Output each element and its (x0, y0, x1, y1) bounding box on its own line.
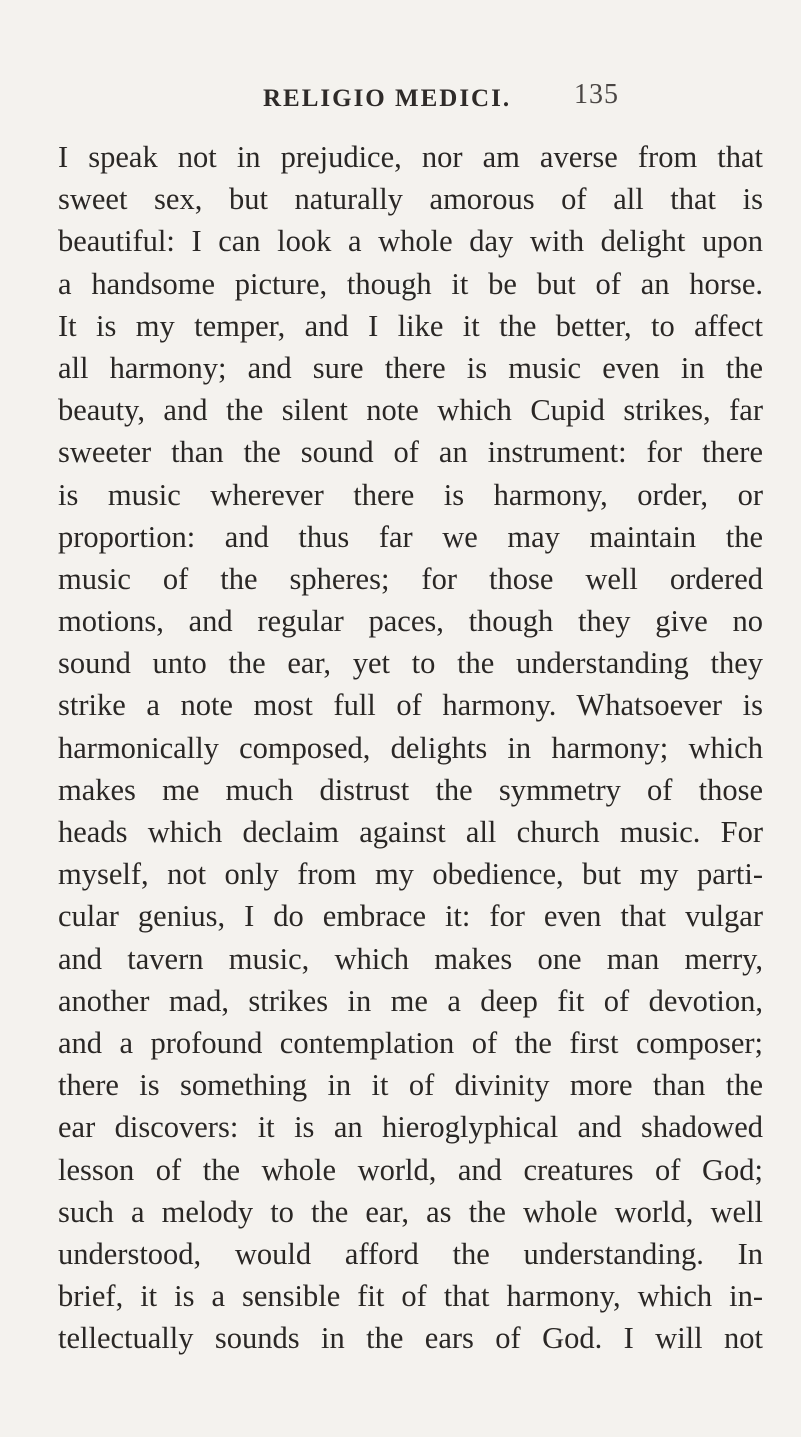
text-line: ear discovers: it is an hieroglyphical and shadowed (58, 1110, 763, 1145)
text-line: makes me much distrust the symmetry of those (58, 772, 763, 807)
text-line: strike a note most full of harmony. Whatsoever is (58, 688, 763, 723)
text-line: sweeter than the sound of an instrument: for there (58, 435, 763, 470)
page-number: 135 (574, 79, 619, 110)
text-line: and tavern music, which makes one man merry, (58, 941, 763, 976)
body-text (58, 136, 763, 1359)
text-line: there is something in it of divinity more than the (58, 1068, 763, 1103)
text-line: I speak not in prejudice, nor am averse from that (58, 140, 763, 174)
text-line: cular genius, I do embrace it: for even that vulgar (58, 899, 763, 934)
text-line: beauty, and the silent note which Cupid strikes, far (58, 393, 763, 428)
text-line: It is my temper, and I like it the better, to affect (58, 308, 763, 343)
text-line: motions, and regular paces, though they give no (58, 604, 763, 639)
text-line: sweet sex, but naturally amorous of all that is (58, 182, 763, 217)
running-head-title: RELIGIO MEDICI. (263, 85, 512, 112)
text-line: is music wherever there is harmony, order, or (58, 477, 763, 512)
text-line: myself, not only from my obedience, but my parti- (58, 857, 763, 892)
text-line: lesson of the whole world, and creatures of God; (58, 1152, 763, 1187)
text-line: heads which declaim against all church music. For (58, 815, 763, 849)
text-line: and a profound contemplation of the first composer; (58, 1025, 763, 1060)
text-line: music of the spheres; for those well ordered (58, 561, 763, 596)
text-line: proportion: and thus far we may maintain the (58, 519, 763, 554)
text-line: harmonically composed, delights in harmony; which (58, 730, 763, 765)
text-line: all harmony; and sure there is music even in the (58, 350, 763, 385)
text-line: tellectually sounds in the ears of God. I will not (58, 1321, 763, 1356)
text-line: a handsome picture, though it be but of an horse. (58, 266, 763, 301)
text-line: sound unto the ear, yet to the understanding they (58, 646, 763, 681)
text-line: such a melody to the ear, as the whole world, well (58, 1194, 763, 1229)
text-line: brief, it is a sensible fit of that harmony, which in- (58, 1279, 763, 1314)
text-line: beautiful: I can look a whole day with delight upon (58, 224, 763, 259)
text-line: another mad, strikes in me a deep fit of devotion, (58, 983, 763, 1018)
text-line: understood, would afford the understanding. In (58, 1236, 763, 1271)
